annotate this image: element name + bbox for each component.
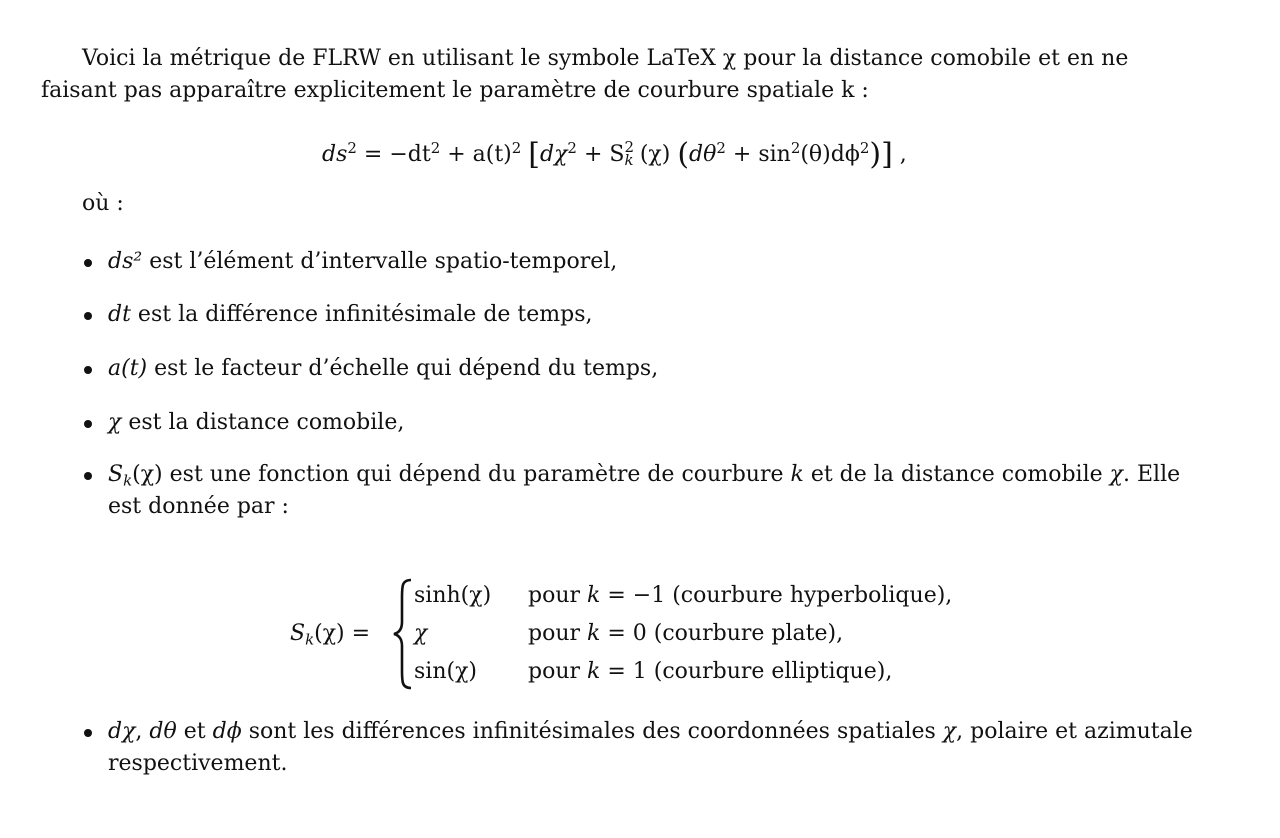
cases-row-2-func: χ xyxy=(414,621,428,646)
bullet-5-chi: χ xyxy=(1109,462,1123,487)
cases-equation xyxy=(290,618,370,650)
cases-row-2-eq: = 0 (courbure plate), xyxy=(600,621,844,646)
bullet-6-chi: χ xyxy=(942,719,957,744)
eq-bracket-open: [ xyxy=(528,137,540,172)
cases-row-2 xyxy=(414,618,427,650)
list-item-dt xyxy=(108,299,593,331)
bullet-3-text: est le facteur d’échelle qui dépend du temps, xyxy=(147,356,659,381)
cases-row-1-eq: = −1 (courbure hyperbolique), xyxy=(600,583,953,608)
eq-plus-1: + S xyxy=(583,142,625,167)
bullet-6-text-2: , polaire et azimutale xyxy=(956,719,1193,744)
where-label-text: où : xyxy=(82,191,124,216)
cases-row-1-k: k xyxy=(587,583,601,608)
bullet-2-math: dt xyxy=(108,302,131,327)
eq-paren-close: ) xyxy=(869,137,882,172)
eq-dtheta: dθ xyxy=(689,142,717,167)
bullet-5-sub: k xyxy=(123,471,133,490)
list-item-sk-line-2 xyxy=(108,491,289,523)
eq-bracket-close: ] xyxy=(881,137,893,172)
bullet-6-part-3: dϕ xyxy=(212,719,242,744)
bullet-6-line-2: respectivement. xyxy=(108,751,288,776)
cases-row-2-pre: pour xyxy=(528,621,588,646)
cases-row-1-pre: pour xyxy=(528,583,588,608)
list-item-ds xyxy=(108,246,617,278)
cases-lhs: S xyxy=(290,621,306,646)
cases-row-1-cond xyxy=(528,580,952,612)
bullet-dot-2 xyxy=(84,312,92,320)
bullet-6-text-1: sont les différences infinitésimales des coordonnées spatiales xyxy=(241,719,943,744)
cases-lhs-arg: (χ) = xyxy=(314,621,371,646)
eq-lhs: ds xyxy=(322,142,348,167)
bullet-5-text-2: et de la distance comobile xyxy=(803,462,1110,487)
cases-row-3-k: k xyxy=(587,659,601,684)
where-label xyxy=(82,188,124,220)
cases-row-3 xyxy=(414,656,477,688)
eq-rhs-1: = −dt xyxy=(363,142,431,167)
bullet-1-math: ds² xyxy=(108,249,143,274)
bullet-5-arg: (χ) xyxy=(132,462,163,487)
list-item-sk xyxy=(108,459,1180,491)
bullet-3-math: a(t) xyxy=(108,356,148,381)
list-item-at xyxy=(108,353,658,385)
eq-paren-open: ( xyxy=(677,137,690,172)
bullet-5-line-2: est donnée par : xyxy=(108,494,289,519)
left-brace-icon xyxy=(392,578,414,690)
eq-dchi: dχ xyxy=(540,142,568,167)
bullet-dot-6 xyxy=(84,729,92,737)
metric-equation: $ds^2 = -dt^2 + a(t)^2$ [$d\chi^2 + S$ 2 k (χ) $(d\theta^2 + \sin^2(\theta)d\phi^2)$] , xyxy=(322,139,907,171)
bullet-5-math: S xyxy=(108,462,124,487)
bullet-dot-3 xyxy=(84,366,92,374)
bullet-5-text-1: est une fonction qui dépend du paramètre de courbure xyxy=(162,462,791,487)
eq-trailing: , xyxy=(899,142,907,167)
eq-rhs-2: + a(t) xyxy=(447,142,512,167)
bullet-5-k: k xyxy=(790,462,804,487)
intro-text-1: Voici la métrique de FLRW en utilisant le symbole LaTeX χ pour la distance comobile et en ne xyxy=(82,46,1129,71)
bullet-4-text: est la distance comobile, xyxy=(121,410,405,435)
bullet-6-part-2: dθ xyxy=(149,719,177,744)
bullet-dot-5 xyxy=(84,472,92,480)
cases-row-3-cond xyxy=(528,656,892,688)
eq-plus-2: + sin xyxy=(732,142,791,167)
intro-line-2 xyxy=(41,75,869,107)
cases-row-2-cond xyxy=(528,618,843,650)
bullet-4-math: χ xyxy=(108,410,122,435)
list-item-differentials-line-2 xyxy=(108,748,287,780)
bullet-1-text: est l’élément d’intervalle spatio-temporel, xyxy=(142,249,618,274)
eq-theta-arg: (θ)dϕ xyxy=(800,142,860,167)
intro-line-1 xyxy=(82,43,1128,75)
cases-row-1 xyxy=(414,580,491,612)
bullet-6-sep-2: et xyxy=(176,719,213,744)
eq-sk-sub: k xyxy=(624,151,634,170)
cases-lhs-sub: k xyxy=(305,630,315,649)
bullet-dot-4 xyxy=(84,420,92,428)
bullet-6-part-1: dχ xyxy=(108,719,136,744)
list-item-chi xyxy=(108,407,404,439)
cases-row-3-pre: pour xyxy=(528,659,588,684)
cases-row-1-func: sinh(χ) xyxy=(414,583,492,608)
bullet-2-text: est la différence infinitésimale de temps, xyxy=(130,302,593,327)
bullet-dot-1 xyxy=(84,259,92,267)
cases-row-3-eq: = 1 (courbure elliptique), xyxy=(600,659,893,684)
list-item-differentials xyxy=(108,716,1193,748)
eq-sk-sup: 2 xyxy=(624,137,634,156)
cases-row-2-k: k xyxy=(587,621,601,646)
eq-chi-arg: (χ) xyxy=(639,142,671,167)
cases-row-3-func: sin(χ) xyxy=(414,659,477,684)
intro-text-2: faisant pas apparaître explicitement le paramètre de courbure spatiale k : xyxy=(41,78,869,103)
bullet-6-sep-1: , xyxy=(135,719,150,744)
bullet-5-text-3: . Elle xyxy=(1122,462,1181,487)
